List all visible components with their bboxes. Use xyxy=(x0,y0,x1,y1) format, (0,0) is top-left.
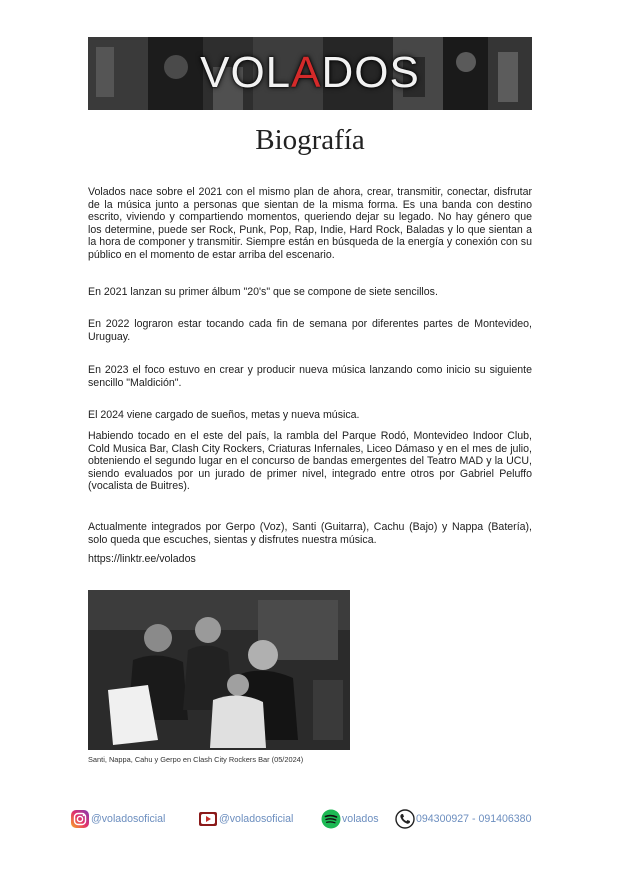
instagram-link[interactable] xyxy=(70,806,165,832)
band-logo: VOLADOS xyxy=(200,48,420,97)
spotify-icon xyxy=(321,809,341,829)
phone-contact[interactable] xyxy=(395,806,531,832)
bio-paragraph-2023: En 2023 el foco estuvo en crear y producir nueva música lanzando como inicio su siguiente sencillo "Maldición". xyxy=(88,364,532,389)
spotify-handle: volados xyxy=(342,813,379,825)
instagram-icon xyxy=(70,809,90,829)
bio-paragraph-intro: Volados nace sobre el 2021 con el mismo plan de ahora, crear, transmitir, conectar, disfrutar de la música junto a personas que sientan de la misma forma. Es una banda con destino escrito, viviendo y compartiendo momentos, queriendo dejar su legado. No hay género que los determine, puede ser Rock, Punk, Pop, Rap, Indie, Hard Rock, Baladas y lo que sientan a la hora de componer y transmitir. Siempre están en búsqueda de la energía y conexión con su público en el momento de estar arriba del escenario. xyxy=(88,186,532,261)
youtube-icon xyxy=(198,809,218,829)
instagram-handle: @voladosoficial xyxy=(91,813,166,825)
band-photo xyxy=(88,590,350,750)
bio-paragraph-venues: Habiendo tocado en el este del país, la rambla del Parque Rodó, Montevideo Indoor Club, Cold Musica Bar, Clash City Rockers, Criaturas Infernales, Liceo Dámaso y en el mes de julio, obteniendo el segundo lugar en el concurso de bandas emergentes del Teatro MAD y la UCU, siendo evaluados por un jurado de primer nivel, integrado entre otros por Gabriel Peluffo (vocalista de Buitres). xyxy=(88,430,532,493)
youtube-handle: @voladosoficial xyxy=(219,813,294,825)
header-banner xyxy=(88,37,532,110)
photo-caption: Santi, Nappa, Cahu y Gerpo en Clash City Rockers Bar (05/2024) xyxy=(88,755,304,764)
band-photo-image xyxy=(88,590,350,750)
footer-social-links xyxy=(0,806,621,832)
youtube-link[interactable] xyxy=(198,806,293,832)
bio-paragraph-2022: En 2022 lograron estar tocando cada fin de semana por diferentes partes de Montevideo, Uruguay. xyxy=(88,318,532,343)
phone-numbers: 094300927 - 091406380 xyxy=(416,813,532,825)
linktree-link[interactable]: https://linktr.ee/volados xyxy=(88,553,196,565)
spotify-link[interactable] xyxy=(321,806,379,832)
phone-icon xyxy=(395,809,415,829)
bio-paragraph-2024: El 2024 viene cargado de sueños, metas y nueva música. xyxy=(88,409,360,421)
page-title: Biografía xyxy=(255,124,365,156)
bio-paragraph-members: Actualmente integrados por Gerpo (Voz), Santi (Guitarra), Cachu (Bajo) y Nappa (Batería), solo queda que escuches, sientas y disfrutes nuestra música. xyxy=(88,521,532,546)
bio-paragraph-2021: En 2021 lanzan su primer álbum "20's" que se compone de siete sencillos. xyxy=(88,286,438,298)
